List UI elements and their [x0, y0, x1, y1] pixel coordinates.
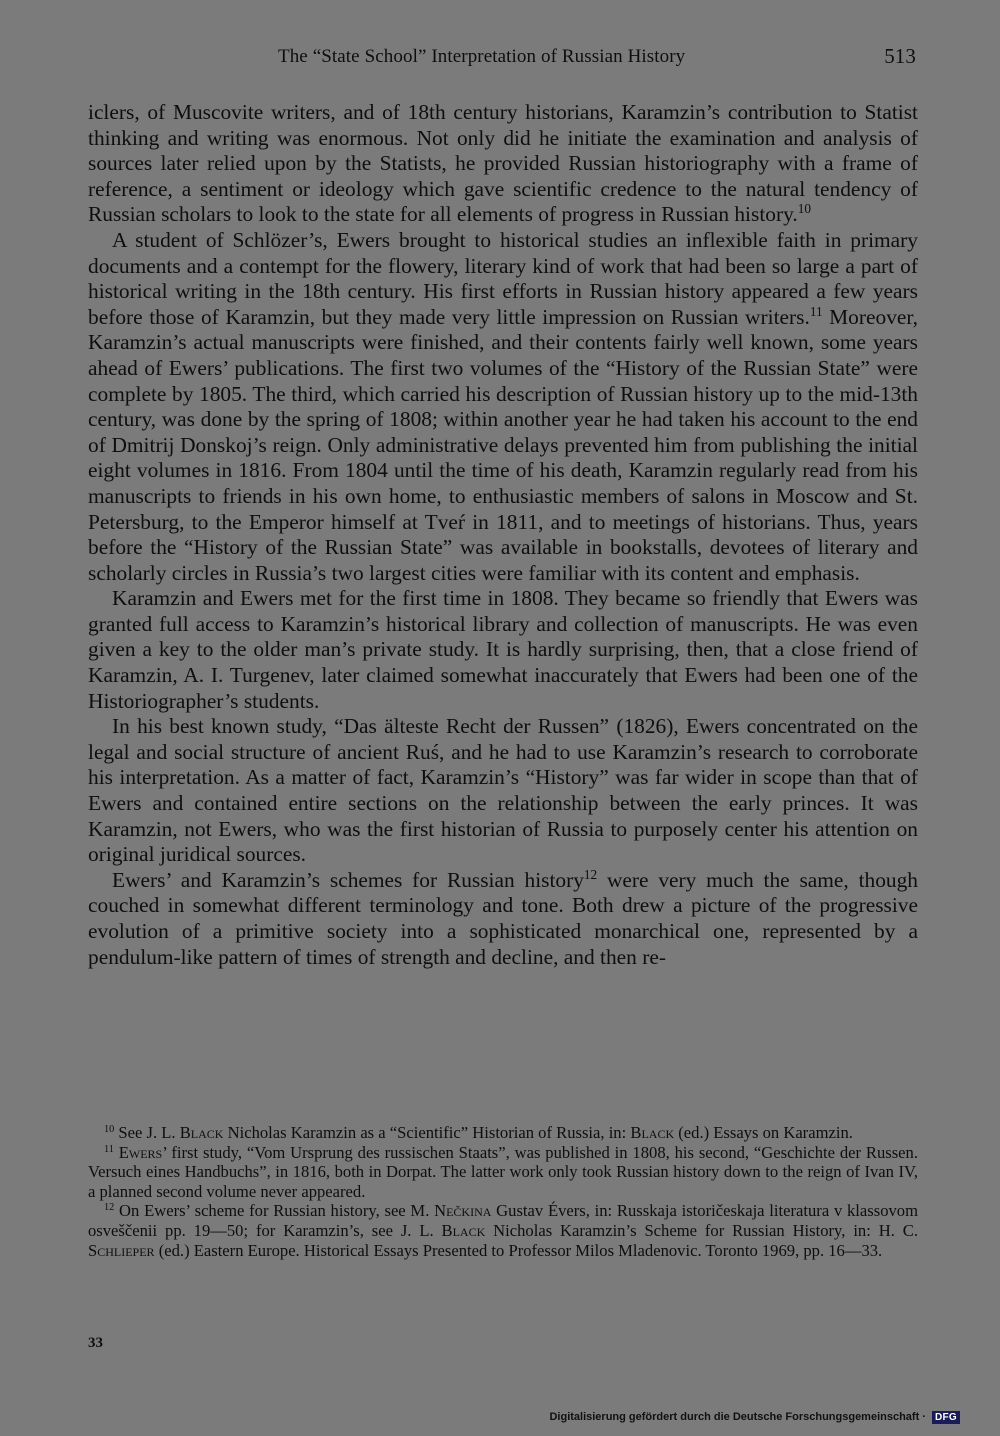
footnote-10 [88, 1123, 918, 1143]
page-number: 513 [884, 44, 916, 68]
author-name: Black [441, 1220, 486, 1240]
footnote-ref-12: 12 [583, 866, 598, 882]
footnotes [88, 1123, 918, 1260]
footnote-10-text-c: (ed.) Essays on Karamzin. [674, 1123, 853, 1142]
funding-text: Digitalisierung gefördert durch die Deutsche Forschungsgemeinschaft · [549, 1411, 926, 1423]
footnote-10-number: 10 [104, 1123, 115, 1135]
paragraph-2-text-b: Moreover, Karamzin’s actual manuscripts were finished, and their contents fairly well known, some years ahead of Ewers’ publications. The first two volumes of the “History of the Russian State” were complete by 1805. The third, which carried his description of Russian history up to the mid-13th century, was done by the spring of 1808; within another year he had taken his account to the end of Dmitrij Donskoj’s reign. Only administrative delays prevented him from publishing the initial eight volumes in 1816. From 1804 until the time of his death, Karamzin regularly read from his manuscripts to friends in his own home, to enthusiastic members of salons in Moscow and St. Petersburg, to the Emperor himself at Tveŕ in 1811, and to meetings of historians. Thus, years before the “History of the Russian State” was available in bookstalls, devotees of literary and scholarly circles in Russia’s two largest cities were familiar with its content and emphasis. [88, 304, 918, 585]
author-name: Black [179, 1123, 224, 1142]
running-title: The “State School” Interpretation of Russian History [278, 46, 686, 67]
footnote-12-text-c: Nicholas Karamzin’s Scheme for Russian History, in: H. C. [485, 1220, 918, 1240]
footnote-11-text: ’ first study, “Vom Ursprung des russischen Staats”, was published in 1808, his second, “Geschichte der Russen. Versuch eines Handbuchs”, in 1816, both in Dorpat. The latter work only took Russian history down to the reign of Ivan IV, a planned second volume never appeared. [88, 1142, 918, 1201]
paragraph-5-text-b: were very much the same, though couched in somewhat different terminology and tone. Both drew a picture of the progressive evolution of a primitive society into a sophisticated monarchical one, represented by a pendulum-like pattern of times of strength and decline, and then re- [88, 867, 918, 969]
footnote-12-text-b: Gustav Évers, in: Russkaja istoričeskaja literatura v klassovom osveščenii pp. 19—50; for Karamzin’s, see J. L. [88, 1201, 918, 1240]
footnote-11-number: 11 [104, 1143, 114, 1155]
author-name: Black [630, 1123, 675, 1142]
printer-signature: 33 [88, 1335, 103, 1351]
footnote-11 [88, 1143, 918, 1202]
paragraph-2-text-a: A student of Schlözer’s, Ewers brought to historical studies an inflexible faith in primary documents and a contempt for the flowery, literary kind of work that had been so large a part of historical writing in the 18th century. His first efforts in Russian history appeared a few years before those of Karamzin, but they made very little impression on Russian writers. [88, 227, 918, 329]
author-name: Schlieper [88, 1240, 155, 1260]
author-name: Nečkina [434, 1201, 492, 1221]
paragraph-1 [88, 100, 918, 228]
body-text [88, 100, 918, 970]
paragraph-5-text-a: Ewers’ and Karamzin’s schemes for Russian history [112, 867, 584, 892]
footnote-12-text-a: On Ewers’ scheme for Russian history, see M. [114, 1201, 435, 1221]
paragraph-4: In his best known study, “Das älteste Recht der Russen” (1826), Ewers concentrated on the legal and social structure of ancient Ruś, and he had to use Karamzin’s research to corroborate his interpretation. As a matter of fact, Karamzin’s “History” was far wider in scope than that of Ewers and contained entire sections on the relationship between the early princes. It was Karamzin, not Ewers, who was the first historian of Russia to purposely center his attention on original juridical sources. [88, 714, 918, 867]
footnote-12-number: 12 [104, 1202, 115, 1214]
footnote-ref-11: 11 [809, 303, 823, 319]
author-name: Ewers [118, 1142, 163, 1162]
paragraph-2 [88, 228, 918, 586]
footnote-10-text-b: Nicholas Karamzin as a “Scientific” Historian of Russia, in: [223, 1123, 631, 1142]
paragraph-1-text: iclers, of Muscovite writers, and of 18th century historians, Karamzin’s contribution to Statist thinking and writing was enormous. Not only did he initiate the examination and analysis of sources later relied upon by the Statists, he provided Russian historiography with a frame of reference, a sentiment or ideology which gave scientific credence to the natural tendency of Russian scholars to look to the state for all elements of progress in Russian history. [88, 100, 918, 227]
dfg-logo: DFG [932, 1411, 960, 1424]
paragraph-5 [88, 868, 918, 970]
footnote-12-text-d: (ed.) Eastern Europe. Historical Essays Presented to Professor Milos Mladenovic. Toronto 1969, pp. 16—33. [154, 1240, 883, 1260]
footnote-10-text-a: See J. L. [114, 1123, 180, 1142]
paragraph-3: Karamzin and Ewers met for the first time in 1808. They became so friendly that Ewers was granted full access to Karamzin’s historical library and collection of manuscripts. He was even given a key to the older man’s private study. It is hardly surprising, then, that a close friend of Karamzin, A. I. Turgenev, later claimed somewhat inaccurately that Ewers had been one of the Historiographer’s students. [88, 586, 918, 713]
running-head [88, 44, 918, 74]
footnote-ref-10: 10 [797, 201, 811, 217]
footnote-12 [88, 1201, 918, 1260]
funding-notice [549, 1408, 960, 1426]
